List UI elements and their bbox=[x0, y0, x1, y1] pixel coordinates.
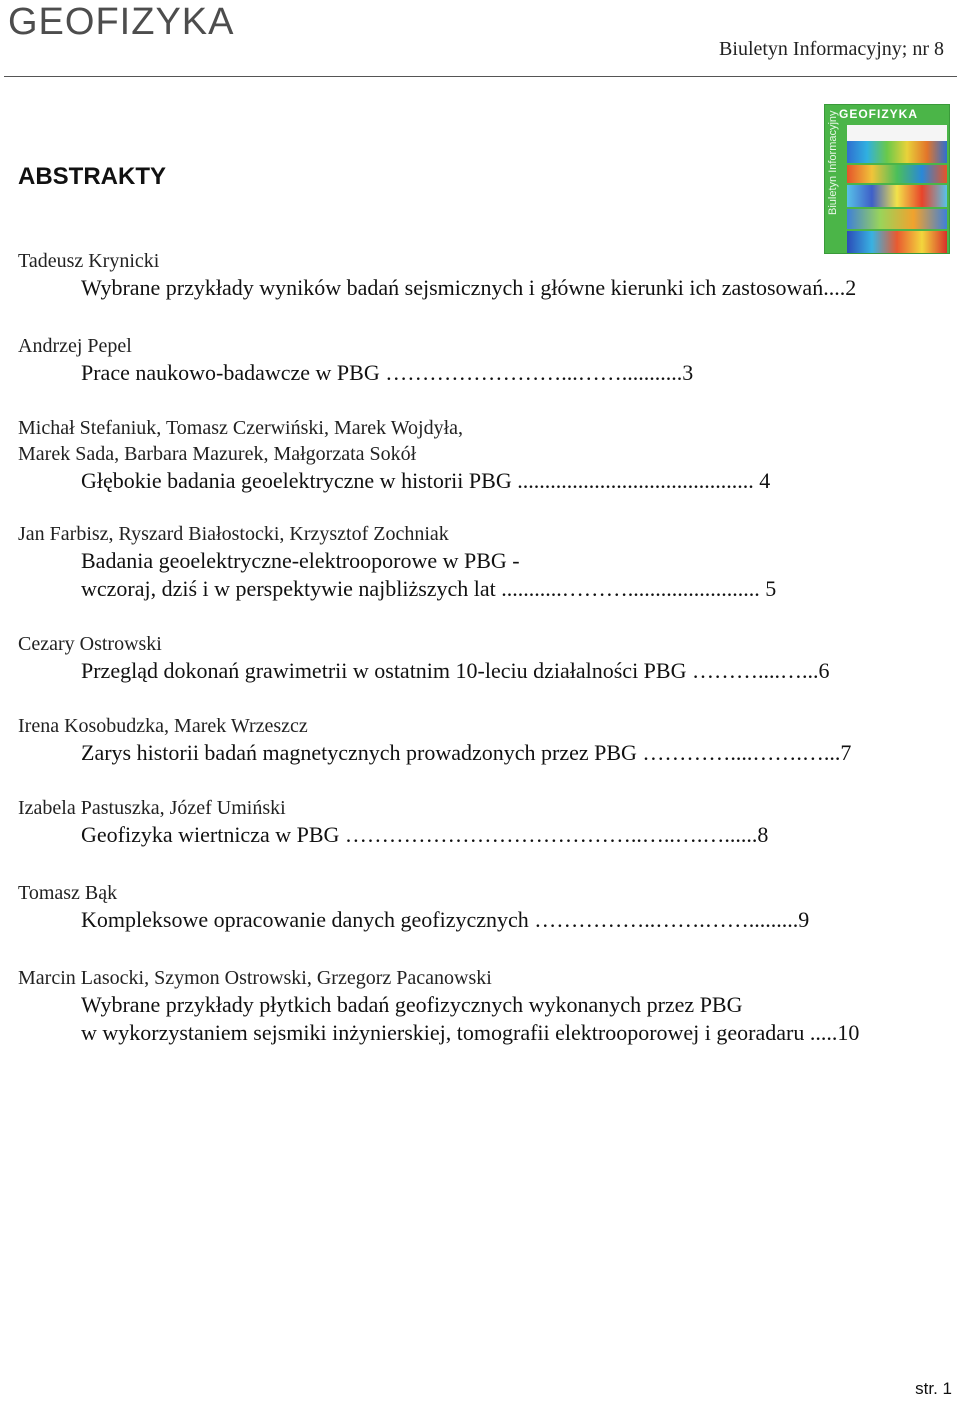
entry-title[interactable]: Zarys historii badań magnetycznych prowadzonych przez PBG …………....…….…...7 bbox=[81, 740, 852, 765]
entry-authors: Tomasz Bąk bbox=[18, 882, 118, 904]
cover-vertical-text: Biuletyn Informacyjny bbox=[827, 110, 839, 215]
toc-entry bbox=[18, 248, 948, 302]
header-divider bbox=[4, 76, 957, 77]
toc-entry bbox=[18, 713, 948, 767]
entry-title[interactable]: Przegląd dokonań grawimetrii w ostatnim 10-leciu działalności PBG ………....…...6 bbox=[81, 658, 830, 683]
entry-authors: Izabela Pastuszka, Józef Umiński bbox=[18, 797, 286, 819]
cover-band bbox=[847, 209, 947, 229]
entry-authors: Irena Kosobudzka, Marek Wrzeszcz bbox=[18, 715, 308, 737]
cover-band bbox=[847, 125, 947, 141]
toc-entry bbox=[18, 631, 948, 685]
toc-entry bbox=[18, 415, 948, 495]
toc-entry bbox=[18, 333, 948, 387]
entry-authors: Andrzej Pepel bbox=[18, 335, 132, 357]
cover-thumbnail bbox=[824, 104, 950, 254]
bulletin-title: Biuletyn Informacyjny; nr 8 bbox=[719, 38, 944, 60]
toc-entry bbox=[18, 521, 948, 603]
entry-authors: Michał Stefaniuk, Tomasz Czerwiński, Marek Wojdyła, bbox=[18, 417, 464, 439]
entry-title[interactable]: Kompleksowe opracowanie danych geofizycznych ……………..…….…….........9 bbox=[81, 907, 810, 932]
geofizyka-logo bbox=[8, 2, 298, 42]
cover-band bbox=[847, 165, 947, 183]
toc-entry bbox=[18, 795, 948, 849]
toc-entry bbox=[18, 965, 948, 1047]
logo-text: GEOFIZYKA bbox=[8, 1, 235, 43]
toc-entry bbox=[18, 880, 948, 934]
entry-title[interactable]: Prace naukowo-badawcze w PBG ……………………...……...........3 bbox=[81, 360, 694, 385]
entry-authors: Cezary Ostrowski bbox=[18, 633, 162, 655]
entry-authors: Marcin Lasocki, Szymon Ostrowski, Grzegorz Pacanowski bbox=[18, 967, 492, 989]
entry-authors: Marek Sada, Barbara Mazurek, Małgorzata Sokół bbox=[18, 443, 417, 465]
entry-title[interactable]: Wybrane przykłady wyników badań sejsmicznych i główne kierunki ich zastosowań....2 bbox=[81, 275, 857, 300]
cover-band bbox=[847, 185, 947, 207]
page-heading: ABSTRAKTY bbox=[18, 163, 166, 190]
entry-title[interactable]: Badania geoelektryczne-elektrooporowe w PBG - bbox=[81, 548, 520, 573]
entry-title[interactable]: Geofizyka wiertnicza w PBG …………………………………..…..….…......8 bbox=[81, 822, 769, 847]
entry-authors: Jan Farbisz, Ryszard Białostocki, Krzysztof Zochniak bbox=[18, 523, 449, 545]
entry-authors: Tadeusz Krynicki bbox=[18, 250, 160, 272]
entry-title[interactable]: Wybrane przykłady płytkich badań geofizycznych wykonanych przez PBG bbox=[81, 992, 743, 1017]
entry-title[interactable]: wczoraj, dziś i w perspektywie najbliższych lat ...........………........................ 5 bbox=[81, 576, 777, 601]
entry-title[interactable]: Głębokie badania geoelektryczne w historii PBG ........................................... 4 bbox=[81, 468, 771, 493]
entry-title[interactable]: w wykorzystaniem sejsmiki inżynierskiej, tomografii elektrooporowej i georadaru .....10 bbox=[81, 1020, 860, 1045]
cover-band bbox=[847, 141, 947, 163]
cover-title: GEOFIZYKA bbox=[839, 107, 919, 121]
page-number: str. 1 bbox=[915, 1379, 952, 1398]
